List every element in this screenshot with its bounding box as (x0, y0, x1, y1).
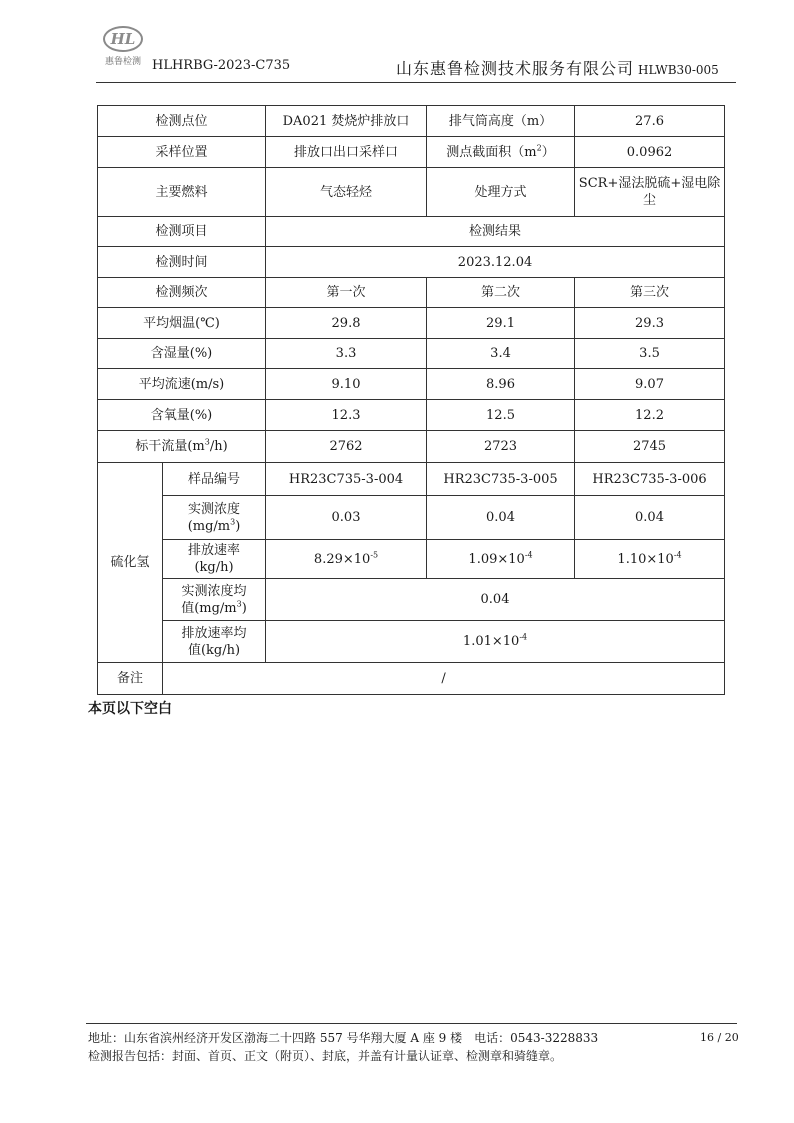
area-value: 0.0962 (575, 137, 725, 168)
item-label: 检测项目 (98, 217, 266, 247)
table-row (98, 431, 725, 463)
rate-exponent: -4 (673, 550, 682, 560)
sample-id: HR23C735-3-006 (575, 463, 725, 496)
conc-avg-unit: 值(mg/m (181, 600, 237, 616)
table-row (98, 308, 725, 339)
result-label: 检测结果 (266, 217, 725, 247)
param-value: 3.4 (427, 339, 575, 369)
table-row (98, 217, 725, 247)
rate-avg-label (163, 621, 266, 663)
conc-label: 实测浓度 $(mg/m^3)$ (163, 496, 266, 540)
sample-label: 样品编号 (163, 463, 266, 496)
area-label (427, 137, 575, 168)
param-value: 12.2 (575, 400, 725, 431)
time-value: 2023.12.04 (266, 247, 725, 278)
table-row (98, 278, 725, 308)
table-row (98, 663, 725, 695)
param-value: 9.07 (575, 369, 725, 400)
superscript: 3 (230, 517, 236, 527)
flow-value: 2762 (266, 431, 427, 463)
freq-label: 检测频次 (98, 278, 266, 308)
run-2: 第二次 (427, 278, 575, 308)
superscript: 3 (236, 599, 242, 609)
rate-value (266, 540, 427, 579)
rate-value (575, 540, 725, 579)
table-row (98, 579, 725, 621)
header-divider (96, 82, 736, 83)
remark-value: / (163, 663, 725, 695)
sample-id: HR23C735-3-004 (266, 463, 427, 496)
param-value: 3.5 (575, 339, 725, 369)
conc-value: 0.03 (266, 496, 427, 540)
flow-value: 2745 (575, 431, 725, 463)
height-label: 排气筒高度（m） (427, 106, 575, 137)
param-label: 平均流速(m/s) (98, 369, 266, 400)
flow-label-text: 标干流量(m (135, 439, 205, 454)
param-label: 含氧量(%) (98, 400, 266, 431)
conc-label-text: 实测浓度 (188, 501, 241, 517)
area-label-close: ） (541, 144, 555, 160)
remark-label: 备注 (98, 663, 163, 695)
point-label: 检测点位 (98, 106, 266, 137)
param-value: 29.3 (575, 308, 725, 339)
table-row (98, 621, 725, 663)
fuel-value: 气态轻烃 (266, 168, 427, 217)
company-logo (97, 26, 149, 66)
flow-label-unit: /h) (209, 439, 228, 454)
param-value: 9.10 (266, 369, 427, 400)
rate-mantissa: 1.10×10 (617, 551, 674, 567)
area-label-text: 测点截面积（m (446, 144, 537, 160)
conc-avg-value: 0.04 (266, 579, 725, 621)
param-value: 8.96 (427, 369, 575, 400)
param-value: 29.8 (266, 308, 427, 339)
rate-avg-label-text: 排放速率均 (181, 625, 247, 641)
conc-avg-label: 实测浓度均 值$(mg/m^3)$ (163, 579, 266, 621)
table-row (98, 400, 725, 431)
treatment-label: 处理方式 (427, 168, 575, 217)
table-row (98, 369, 725, 400)
param-label: 平均烟温(℃) (98, 308, 266, 339)
param-label: 含湿量(%) (98, 339, 266, 369)
rate-label (163, 540, 266, 579)
param-value: 12.3 (266, 400, 427, 431)
rate-avg-unit: 值(kg/h) (187, 642, 241, 658)
flow-label (98, 431, 266, 463)
rate-exponent: -4 (524, 550, 533, 560)
rate-exponent: -5 (370, 550, 379, 560)
report-number: HLHRBG-2023-C735 (152, 58, 291, 73)
table-row (98, 540, 725, 579)
blank-note: 本页以下空白 (88, 701, 172, 717)
param-value: 12.5 (427, 400, 575, 431)
table-row (98, 463, 725, 496)
h2s-label: 硫化氢 (98, 463, 163, 663)
table-row (98, 168, 725, 217)
rate-label-text: 排放速率 (188, 543, 241, 558)
table-row (98, 137, 725, 168)
superscript: 3 (204, 437, 210, 447)
footer-contents: 检测报告包括：封面、首页、正文（附页）、封底，并盖有计量认证章、检测章和骑缝章。 (88, 1049, 563, 1063)
table-row (98, 247, 725, 278)
treatment-value: SCR+湿法脱硫+湿电除尘 (575, 168, 725, 217)
logo-mark: HL (103, 26, 143, 52)
position-value: 排放口出口采样口 (266, 137, 427, 168)
superscript: 2 (536, 143, 542, 153)
rate-mantissa: 1.09×10 (468, 551, 525, 567)
result-table (97, 105, 725, 695)
footer-divider (86, 1023, 737, 1024)
conc-unit: (mg/m (187, 518, 231, 534)
param-value: 3.3 (266, 339, 427, 369)
run-1: 第一次 (266, 278, 427, 308)
rate-avg-mantissa: 1.01×10 (462, 634, 520, 649)
table-row (98, 339, 725, 369)
fuel-label: 主要燃料 (98, 168, 266, 217)
position-label: 采样位置 (98, 137, 266, 168)
company-name (396, 56, 719, 79)
conc-value: 0.04 (427, 496, 575, 540)
table-row (98, 106, 725, 137)
rate-value (427, 540, 575, 579)
rate-unit: (kg/h) (194, 560, 234, 575)
point-value: DA021 焚烧炉排放口 (266, 106, 427, 137)
param-value: 29.1 (427, 308, 575, 339)
form-code: HLWB30-005 (638, 63, 719, 77)
table-row (98, 496, 725, 540)
conc-avg-label-text: 实测浓度均 (181, 583, 247, 599)
sample-id: HR23C735-3-005 (427, 463, 575, 496)
run-3: 第三次 (575, 278, 725, 308)
rate-avg-exponent: -4 (519, 632, 528, 642)
footer-address: 地址：山东省滨州经济开发区渤海二十四路 557 号华翔大厦 A 座 9 楼 电话：0543-3228833 (88, 1031, 599, 1045)
conc-value: 0.04 (575, 496, 725, 540)
page-number: 16 / 20 (700, 1031, 739, 1044)
company-name-text: 山东惠鲁检测技术服务有限公司 (396, 59, 635, 78)
height-value: 27.6 (575, 106, 725, 137)
rate-mantissa: 8.29×10 (313, 551, 371, 567)
rate-avg-value (266, 621, 725, 663)
logo-text: 惠鲁检测 (104, 57, 141, 67)
time-label: 检测时间 (98, 247, 266, 278)
flow-value: 2723 (427, 431, 575, 463)
